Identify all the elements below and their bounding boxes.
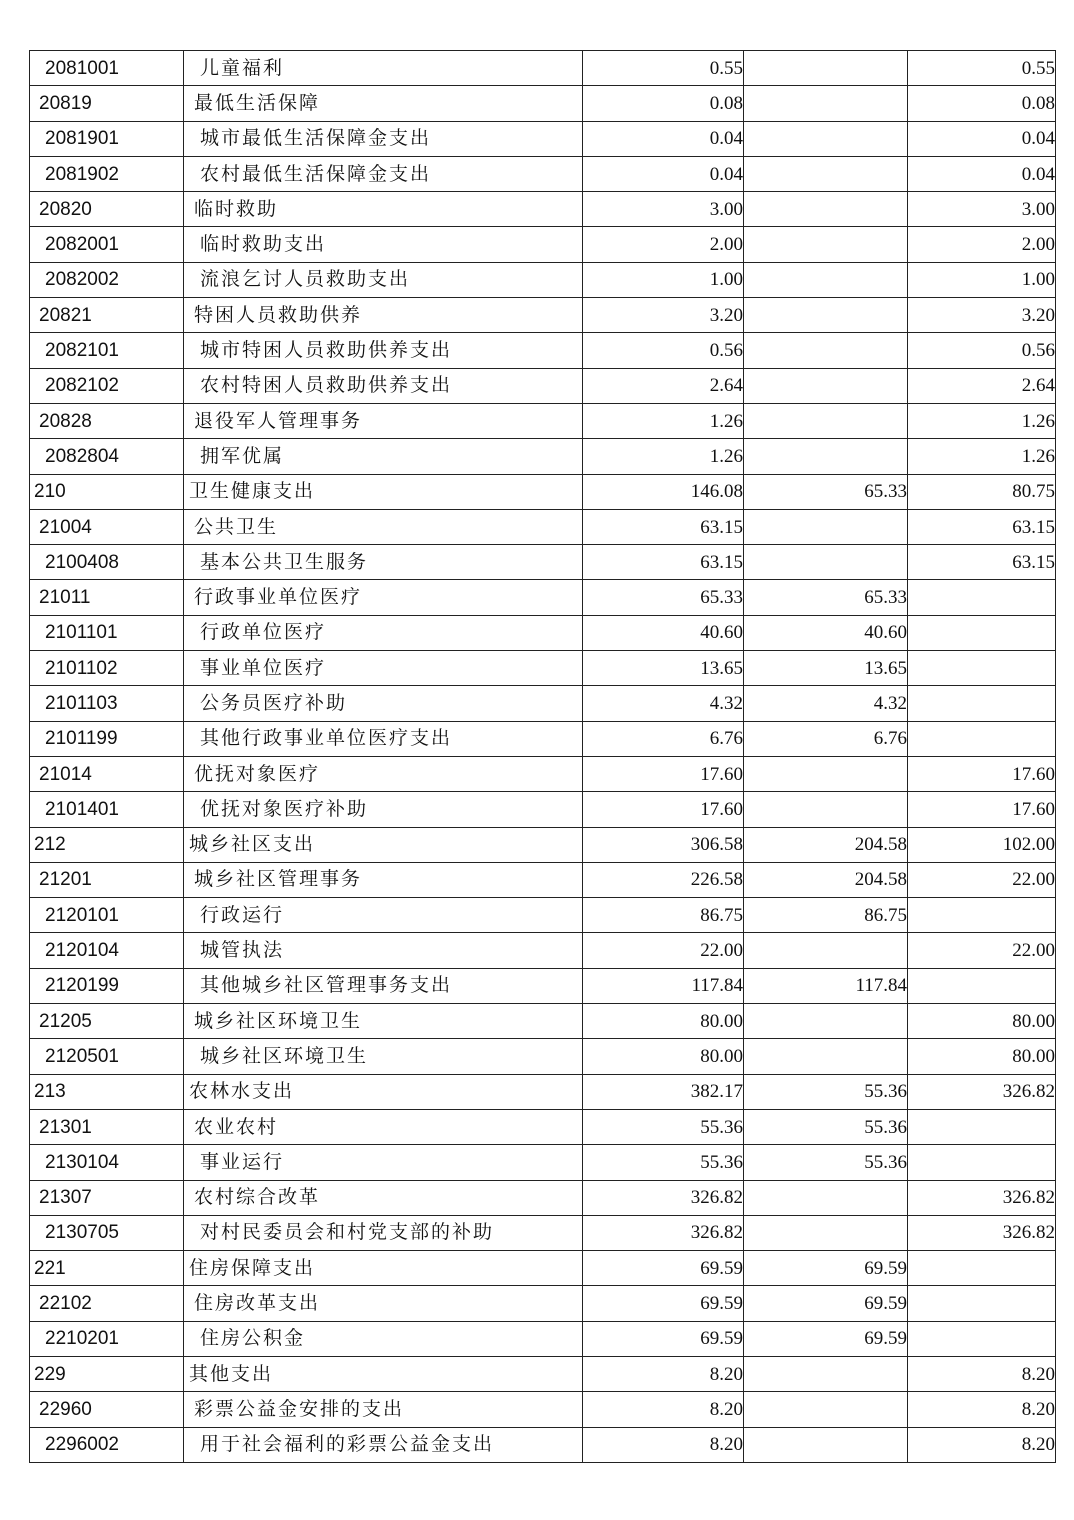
- basic-expenditure-cell: 86.75: [744, 898, 908, 933]
- subject-code-cell: 21201: [30, 862, 184, 897]
- total-amount-cell: 8.20: [583, 1392, 744, 1427]
- table-row: [30, 651, 1056, 686]
- subject-code-cell: 2101103: [30, 686, 184, 721]
- total-amount-cell: 69.59: [583, 1251, 744, 1286]
- basic-expenditure-cell: [744, 298, 908, 333]
- total-amount-cell: 2.64: [583, 368, 744, 403]
- table-row: [30, 1039, 1056, 1074]
- budget-table-body: [30, 51, 1056, 1463]
- total-amount-cell: 8.20: [583, 1427, 744, 1462]
- subject-code-cell: 213: [30, 1074, 184, 1109]
- basic-expenditure-cell: [744, 333, 908, 368]
- subject-name-cell: 行政单位医疗: [184, 615, 583, 650]
- subject-name-cell: 拥军优属: [184, 439, 583, 474]
- basic-expenditure-cell: [744, 227, 908, 262]
- subject-code-cell: 2120501: [30, 1039, 184, 1074]
- project-expenditure-cell: 326.82: [908, 1180, 1056, 1215]
- basic-expenditure-cell: [744, 51, 908, 86]
- subject-code-cell: 2101101: [30, 615, 184, 650]
- subject-name-cell: 住房公积金: [184, 1321, 583, 1356]
- total-amount-cell: 69.59: [583, 1321, 744, 1356]
- subject-code-cell: 2210201: [30, 1321, 184, 1356]
- basic-expenditure-cell: [744, 1180, 908, 1215]
- project-expenditure-cell: 0.08: [908, 86, 1056, 121]
- project-expenditure-cell: 2.64: [908, 368, 1056, 403]
- subject-code-cell: 2120199: [30, 968, 184, 1003]
- subject-name-cell: 流浪乞讨人员救助支出: [184, 262, 583, 297]
- total-amount-cell: 80.00: [583, 1004, 744, 1039]
- project-expenditure-cell: 0.04: [908, 121, 1056, 156]
- table-row: [30, 615, 1056, 650]
- project-expenditure-cell: 8.20: [908, 1427, 1056, 1462]
- basic-expenditure-cell: [744, 192, 908, 227]
- subject-name-cell: 优抚对象医疗补助: [184, 792, 583, 827]
- project-expenditure-cell: 326.82: [908, 1215, 1056, 1250]
- project-expenditure-cell: [908, 615, 1056, 650]
- project-expenditure-cell: 80.00: [908, 1004, 1056, 1039]
- subject-code-cell: 221: [30, 1251, 184, 1286]
- project-expenditure-cell: 0.56: [908, 333, 1056, 368]
- subject-code-cell: 2120104: [30, 933, 184, 968]
- table-row: [30, 227, 1056, 262]
- total-amount-cell: 86.75: [583, 898, 744, 933]
- subject-code-cell: 21205: [30, 1004, 184, 1039]
- subject-name-cell: 临时救助: [184, 192, 583, 227]
- table-row: [30, 1074, 1056, 1109]
- subject-code-cell: 2082101: [30, 333, 184, 368]
- total-amount-cell: 146.08: [583, 474, 744, 509]
- subject-name-cell: 农村综合改革: [184, 1180, 583, 1215]
- basic-expenditure-cell: 69.59: [744, 1321, 908, 1356]
- subject-name-cell: 城管执法: [184, 933, 583, 968]
- subject-code-cell: 2101199: [30, 721, 184, 756]
- project-expenditure-cell: 8.20: [908, 1356, 1056, 1391]
- subject-name-cell: 事业运行: [184, 1145, 583, 1180]
- subject-code-cell: 20819: [30, 86, 184, 121]
- basic-expenditure-cell: [744, 792, 908, 827]
- table-row: [30, 968, 1056, 1003]
- subject-name-cell: 优抚对象医疗: [184, 756, 583, 791]
- table-row: [30, 192, 1056, 227]
- total-amount-cell: 2.00: [583, 227, 744, 262]
- subject-name-cell: 城乡社区管理事务: [184, 862, 583, 897]
- total-amount-cell: 8.20: [583, 1356, 744, 1391]
- total-amount-cell: 55.36: [583, 1109, 744, 1144]
- subject-code-cell: 2082102: [30, 368, 184, 403]
- subject-code-cell: 21014: [30, 756, 184, 791]
- basic-expenditure-cell: [744, 262, 908, 297]
- basic-expenditure-cell: [744, 368, 908, 403]
- total-amount-cell: 55.36: [583, 1145, 744, 1180]
- table-row: [30, 298, 1056, 333]
- basic-expenditure-cell: 55.36: [744, 1074, 908, 1109]
- total-amount-cell: 117.84: [583, 968, 744, 1003]
- basic-expenditure-cell: 65.33: [744, 474, 908, 509]
- subject-code-cell: 2101401: [30, 792, 184, 827]
- project-expenditure-cell: 326.82: [908, 1074, 1056, 1109]
- table-row: [30, 368, 1056, 403]
- table-row: [30, 898, 1056, 933]
- project-expenditure-cell: 22.00: [908, 862, 1056, 897]
- total-amount-cell: 0.55: [583, 51, 744, 86]
- basic-expenditure-cell: 117.84: [744, 968, 908, 1003]
- subject-code-cell: 229: [30, 1356, 184, 1391]
- table-row: [30, 933, 1056, 968]
- basic-expenditure-cell: [744, 121, 908, 156]
- subject-name-cell: 公务员医疗补助: [184, 686, 583, 721]
- table-row: [30, 333, 1056, 368]
- subject-code-cell: 2081001: [30, 51, 184, 86]
- total-amount-cell: 4.32: [583, 686, 744, 721]
- subject-name-cell: 事业单位医疗: [184, 651, 583, 686]
- project-expenditure-cell: 3.00: [908, 192, 1056, 227]
- table-row: [30, 1004, 1056, 1039]
- subject-code-cell: 2081902: [30, 156, 184, 191]
- basic-expenditure-cell: [744, 1215, 908, 1250]
- subject-code-cell: 22960: [30, 1392, 184, 1427]
- basic-expenditure-cell: [744, 1427, 908, 1462]
- table-row: [30, 580, 1056, 615]
- project-expenditure-cell: [908, 686, 1056, 721]
- total-amount-cell: 1.26: [583, 403, 744, 438]
- subject-name-cell: 农林水支出: [184, 1074, 583, 1109]
- subject-name-cell: 农业农村: [184, 1109, 583, 1144]
- basic-expenditure-cell: 55.36: [744, 1145, 908, 1180]
- total-amount-cell: 326.82: [583, 1180, 744, 1215]
- table-row: [30, 1392, 1056, 1427]
- table-row: [30, 86, 1056, 121]
- project-expenditure-cell: [908, 968, 1056, 1003]
- table-row: [30, 756, 1056, 791]
- basic-expenditure-cell: [744, 156, 908, 191]
- subject-name-cell: 基本公共卫生服务: [184, 545, 583, 580]
- subject-name-cell: 临时救助支出: [184, 227, 583, 262]
- table-row: [30, 439, 1056, 474]
- budget-table: [29, 50, 1056, 1463]
- total-amount-cell: 63.15: [583, 545, 744, 580]
- subject-name-cell: 卫生健康支出: [184, 474, 583, 509]
- basic-expenditure-cell: [744, 1039, 908, 1074]
- total-amount-cell: 6.76: [583, 721, 744, 756]
- table-row: [30, 792, 1056, 827]
- subject-name-cell: 彩票公益金安排的支出: [184, 1392, 583, 1427]
- subject-name-cell: 其他支出: [184, 1356, 583, 1391]
- total-amount-cell: 226.58: [583, 862, 744, 897]
- subject-code-cell: 2082002: [30, 262, 184, 297]
- subject-name-cell: 住房改革支出: [184, 1286, 583, 1321]
- subject-name-cell: 城乡社区支出: [184, 827, 583, 862]
- subject-code-cell: 22102: [30, 1286, 184, 1321]
- subject-name-cell: 退役军人管理事务: [184, 403, 583, 438]
- basic-expenditure-cell: 55.36: [744, 1109, 908, 1144]
- basic-expenditure-cell: [744, 403, 908, 438]
- subject-code-cell: 2120101: [30, 898, 184, 933]
- project-expenditure-cell: [908, 1251, 1056, 1286]
- subject-name-cell: 儿童福利: [184, 51, 583, 86]
- subject-code-cell: 2100408: [30, 545, 184, 580]
- basic-expenditure-cell: 4.32: [744, 686, 908, 721]
- project-expenditure-cell: [908, 1109, 1056, 1144]
- project-expenditure-cell: [908, 580, 1056, 615]
- project-expenditure-cell: 1.26: [908, 403, 1056, 438]
- project-expenditure-cell: 0.55: [908, 51, 1056, 86]
- total-amount-cell: 63.15: [583, 509, 744, 544]
- subject-name-cell: 行政事业单位医疗: [184, 580, 583, 615]
- subject-code-cell: 2130104: [30, 1145, 184, 1180]
- project-expenditure-cell: 1.00: [908, 262, 1056, 297]
- table-row: [30, 1356, 1056, 1391]
- subject-code-cell: 2101102: [30, 651, 184, 686]
- total-amount-cell: 17.60: [583, 792, 744, 827]
- project-expenditure-cell: [908, 1321, 1056, 1356]
- subject-code-cell: 21301: [30, 1109, 184, 1144]
- subject-code-cell: 20828: [30, 403, 184, 438]
- subject-name-cell: 其他行政事业单位医疗支出: [184, 721, 583, 756]
- subject-code-cell: 2130705: [30, 1215, 184, 1250]
- table-row: [30, 1321, 1056, 1356]
- project-expenditure-cell: [908, 721, 1056, 756]
- table-row: [30, 721, 1056, 756]
- subject-code-cell: 210: [30, 474, 184, 509]
- subject-code-cell: 21011: [30, 580, 184, 615]
- subject-code-cell: 212: [30, 827, 184, 862]
- project-expenditure-cell: [908, 1286, 1056, 1321]
- basic-expenditure-cell: [744, 933, 908, 968]
- total-amount-cell: 0.56: [583, 333, 744, 368]
- project-expenditure-cell: 2.00: [908, 227, 1056, 262]
- table-row: [30, 509, 1056, 544]
- basic-expenditure-cell: [744, 439, 908, 474]
- total-amount-cell: 0.04: [583, 121, 744, 156]
- subject-code-cell: 2082804: [30, 439, 184, 474]
- subject-name-cell: 农村最低生活保障金支出: [184, 156, 583, 191]
- basic-expenditure-cell: [744, 1356, 908, 1391]
- subject-name-cell: 特困人员救助供养: [184, 298, 583, 333]
- subject-code-cell: 21004: [30, 509, 184, 544]
- subject-name-cell: 城乡社区环境卫生: [184, 1039, 583, 1074]
- basic-expenditure-cell: 204.58: [744, 827, 908, 862]
- subject-code-cell: 20821: [30, 298, 184, 333]
- project-expenditure-cell: 80.75: [908, 474, 1056, 509]
- subject-name-cell: 公共卫生: [184, 509, 583, 544]
- table-row: [30, 686, 1056, 721]
- table-row: [30, 827, 1056, 862]
- project-expenditure-cell: 8.20: [908, 1392, 1056, 1427]
- project-expenditure-cell: 22.00: [908, 933, 1056, 968]
- total-amount-cell: 1.26: [583, 439, 744, 474]
- project-expenditure-cell: 3.20: [908, 298, 1056, 333]
- project-expenditure-cell: 17.60: [908, 792, 1056, 827]
- total-amount-cell: 3.20: [583, 298, 744, 333]
- basic-expenditure-cell: 69.59: [744, 1251, 908, 1286]
- subject-name-cell: 住房保障支出: [184, 1251, 583, 1286]
- basic-expenditure-cell: [744, 545, 908, 580]
- project-expenditure-cell: [908, 898, 1056, 933]
- total-amount-cell: 65.33: [583, 580, 744, 615]
- project-expenditure-cell: [908, 1145, 1056, 1180]
- subject-name-cell: 行政运行: [184, 898, 583, 933]
- basic-expenditure-cell: [744, 1392, 908, 1427]
- subject-name-cell: 其他城乡社区管理事务支出: [184, 968, 583, 1003]
- subject-code-cell: 20820: [30, 192, 184, 227]
- table-row: [30, 474, 1056, 509]
- subject-name-cell: 最低生活保障: [184, 86, 583, 121]
- project-expenditure-cell: 102.00: [908, 827, 1056, 862]
- table-row: [30, 1180, 1056, 1215]
- total-amount-cell: 22.00: [583, 933, 744, 968]
- total-amount-cell: 306.58: [583, 827, 744, 862]
- table-row: [30, 51, 1056, 86]
- table-row: [30, 1427, 1056, 1462]
- table-row: [30, 862, 1056, 897]
- subject-name-cell: 对村民委员会和村党支部的补助: [184, 1215, 583, 1250]
- table-row: [30, 156, 1056, 191]
- basic-expenditure-cell: [744, 509, 908, 544]
- basic-expenditure-cell: 40.60: [744, 615, 908, 650]
- project-expenditure-cell: 0.04: [908, 156, 1056, 191]
- total-amount-cell: 17.60: [583, 756, 744, 791]
- basic-expenditure-cell: [744, 756, 908, 791]
- table-row: [30, 1215, 1056, 1250]
- basic-expenditure-cell: 6.76: [744, 721, 908, 756]
- table-row: [30, 262, 1056, 297]
- subject-name-cell: 城市特困人员救助供养支出: [184, 333, 583, 368]
- total-amount-cell: 80.00: [583, 1039, 744, 1074]
- subject-code-cell: 21307: [30, 1180, 184, 1215]
- total-amount-cell: 1.00: [583, 262, 744, 297]
- total-amount-cell: 3.00: [583, 192, 744, 227]
- subject-name-cell: 农村特困人员救助供养支出: [184, 368, 583, 403]
- subject-name-cell: 城市最低生活保障金支出: [184, 121, 583, 156]
- table-row: [30, 1286, 1056, 1321]
- basic-expenditure-cell: 13.65: [744, 651, 908, 686]
- subject-code-cell: 2082001: [30, 227, 184, 262]
- table-row: [30, 1109, 1056, 1144]
- total-amount-cell: 382.17: [583, 1074, 744, 1109]
- project-expenditure-cell: 63.15: [908, 545, 1056, 580]
- subject-name-cell: 城乡社区环境卫生: [184, 1004, 583, 1039]
- total-amount-cell: 13.65: [583, 651, 744, 686]
- total-amount-cell: 0.08: [583, 86, 744, 121]
- basic-expenditure-cell: 204.58: [744, 862, 908, 897]
- total-amount-cell: 69.59: [583, 1286, 744, 1321]
- table-row: [30, 545, 1056, 580]
- total-amount-cell: 0.04: [583, 156, 744, 191]
- project-expenditure-cell: [908, 651, 1056, 686]
- project-expenditure-cell: 63.15: [908, 509, 1056, 544]
- total-amount-cell: 326.82: [583, 1215, 744, 1250]
- table-row: [30, 1145, 1056, 1180]
- subject-code-cell: 2296002: [30, 1427, 184, 1462]
- project-expenditure-cell: 1.26: [908, 439, 1056, 474]
- total-amount-cell: 40.60: [583, 615, 744, 650]
- basic-expenditure-cell: [744, 86, 908, 121]
- project-expenditure-cell: 17.60: [908, 756, 1056, 791]
- subject-name-cell: 用于社会福利的彩票公益金支出: [184, 1427, 583, 1462]
- table-row: [30, 1251, 1056, 1286]
- basic-expenditure-cell: 69.59: [744, 1286, 908, 1321]
- subject-code-cell: 2081901: [30, 121, 184, 156]
- project-expenditure-cell: 80.00: [908, 1039, 1056, 1074]
- table-row: [30, 121, 1056, 156]
- table-row: [30, 403, 1056, 438]
- basic-expenditure-cell: [744, 1004, 908, 1039]
- basic-expenditure-cell: 65.33: [744, 580, 908, 615]
